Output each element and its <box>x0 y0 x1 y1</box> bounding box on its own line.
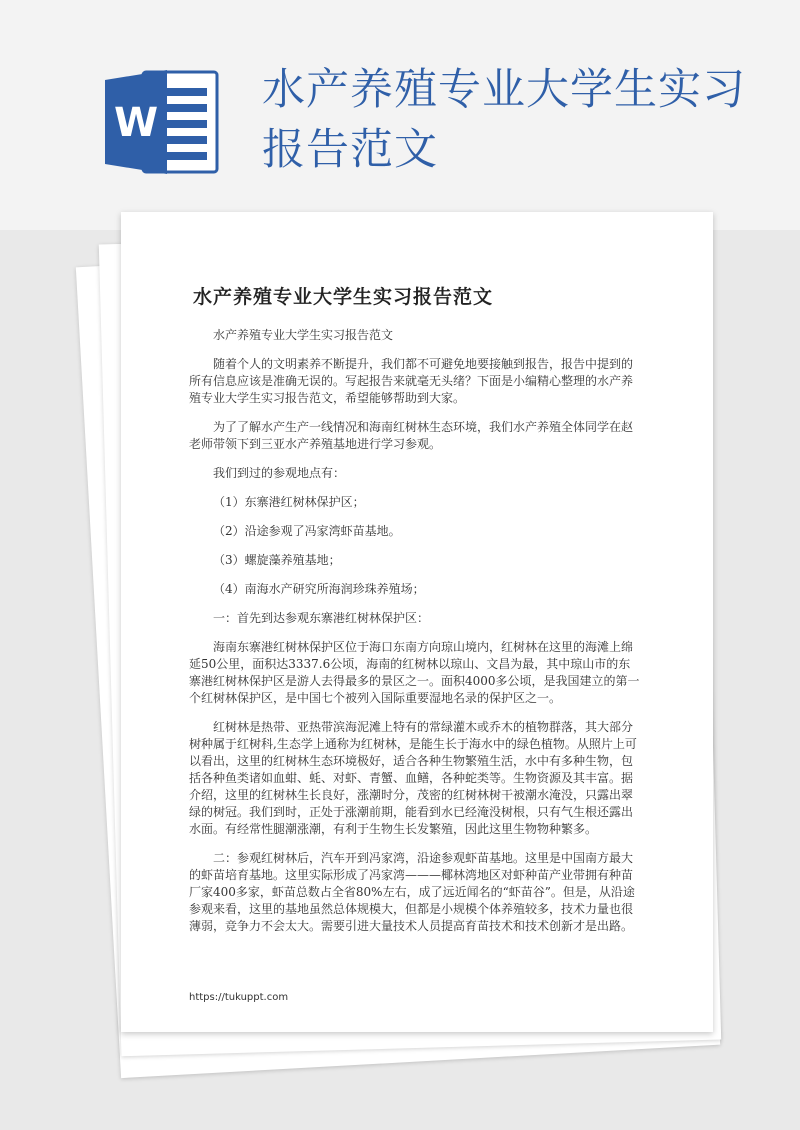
section-heading: 一：首先到达参观东寨港红树林保护区： <box>213 611 430 625</box>
list-item: （4）南海水产研究所海润珍珠养殖场； <box>213 582 425 596</box>
svg-text:W: W <box>113 100 159 146</box>
list-item: （3）螺旋藻养殖基地； <box>213 553 341 567</box>
paragraph: 我们到过的参观地点有： <box>213 466 346 480</box>
paragraph: 水产养殖专业大学生实习报告范文 <box>213 328 394 342</box>
document-body <box>189 327 641 947</box>
paragraph: 随着个人的文明素养不断提升，我们都不可避免地要接触到报告，报告中提到的所有信息应该是准确无误的。写起报告来就毫无头绪？下面是小编精心整理的水产养殖专业大学生实习报告范文，希望能够帮助到大家。 <box>189 357 634 405</box>
source-url: https://tukuppt.com <box>189 992 289 1003</box>
paragraph: 红树林是热带、亚热带滨海泥滩上特有的常绿灌木或乔木的植物群落，其大部分树种属于红树科,生态学上通称为红树林，是能生长于海水中的绿色植物。从照片上可以看出，这里的红树林生态环境极好，适合各种生物繁殖生活，水中有多种生物，包括各种鱼类诸如血蚶、蚝、对虾、青蟹、血鳝，各种蛇类等。生物资源及其丰富。据介绍，这里的红树林生长良好，涨潮时分，茂密的红树林树干被潮水淹没，只露出翠绿的树冠。我们到时，正处于涨潮前期，能看到水已经淹没树根，只有气生根还露出水面。有经常性腿潮涨潮，有利于生物生长发繁殖，因此这里生物物种繁多。 <box>189 720 637 836</box>
document-page <box>121 212 713 1032</box>
word-document-icon <box>105 66 220 178</box>
list-item: （1）东寨港红树林保护区； <box>213 495 365 509</box>
page-title: 水产养殖专业大学生实习报告范文 <box>262 65 746 175</box>
paragraph: 为了了解水产生产一线情况和海南红树林生态环境，我们水产养殖全体同学在赵老师带领下到三亚水产养殖基地进行学习参观。 <box>189 420 634 451</box>
document-title: 水产养殖专业大学生实习报告范文 <box>193 286 494 308</box>
paragraph: 海南东寨港红树林保护区位于海口东南方向琼山境内，红树林在这里的海滩上绵延50公里，面积达3337.6公顷，海南的红树林以琼山、文昌为最，其中琼山市的东寨港红树林保护区是游人去得最多的景区之一。面积4000多公顷，是我国建立的第一个红树林保护区，是中国七个被列入国际重要湿地名录的保护区之一。 <box>189 640 640 705</box>
paragraph: 二：参观红树林后，汽车开到冯家湾，沿途参观虾苗基地。这里是中国南方最大的虾苗培育基地。这里实际形成了冯家湾———椰林湾地区对虾种苗产业带拥有种苗厂家400多家，虾苗总数占全省80%左右，成了远近闻名的“虾苗谷”。但是，从沿途参观来看，这里的基地虽然总体规模大，但都是小规模个体养殖较多，技术力量也很薄弱，竞争力不会太大。需要引进大量技术人员提高育苗技术和技术创新才是出路。 <box>189 851 635 933</box>
list-item: （2）沿途参观了冯家湾虾苗基地。 <box>213 524 401 538</box>
